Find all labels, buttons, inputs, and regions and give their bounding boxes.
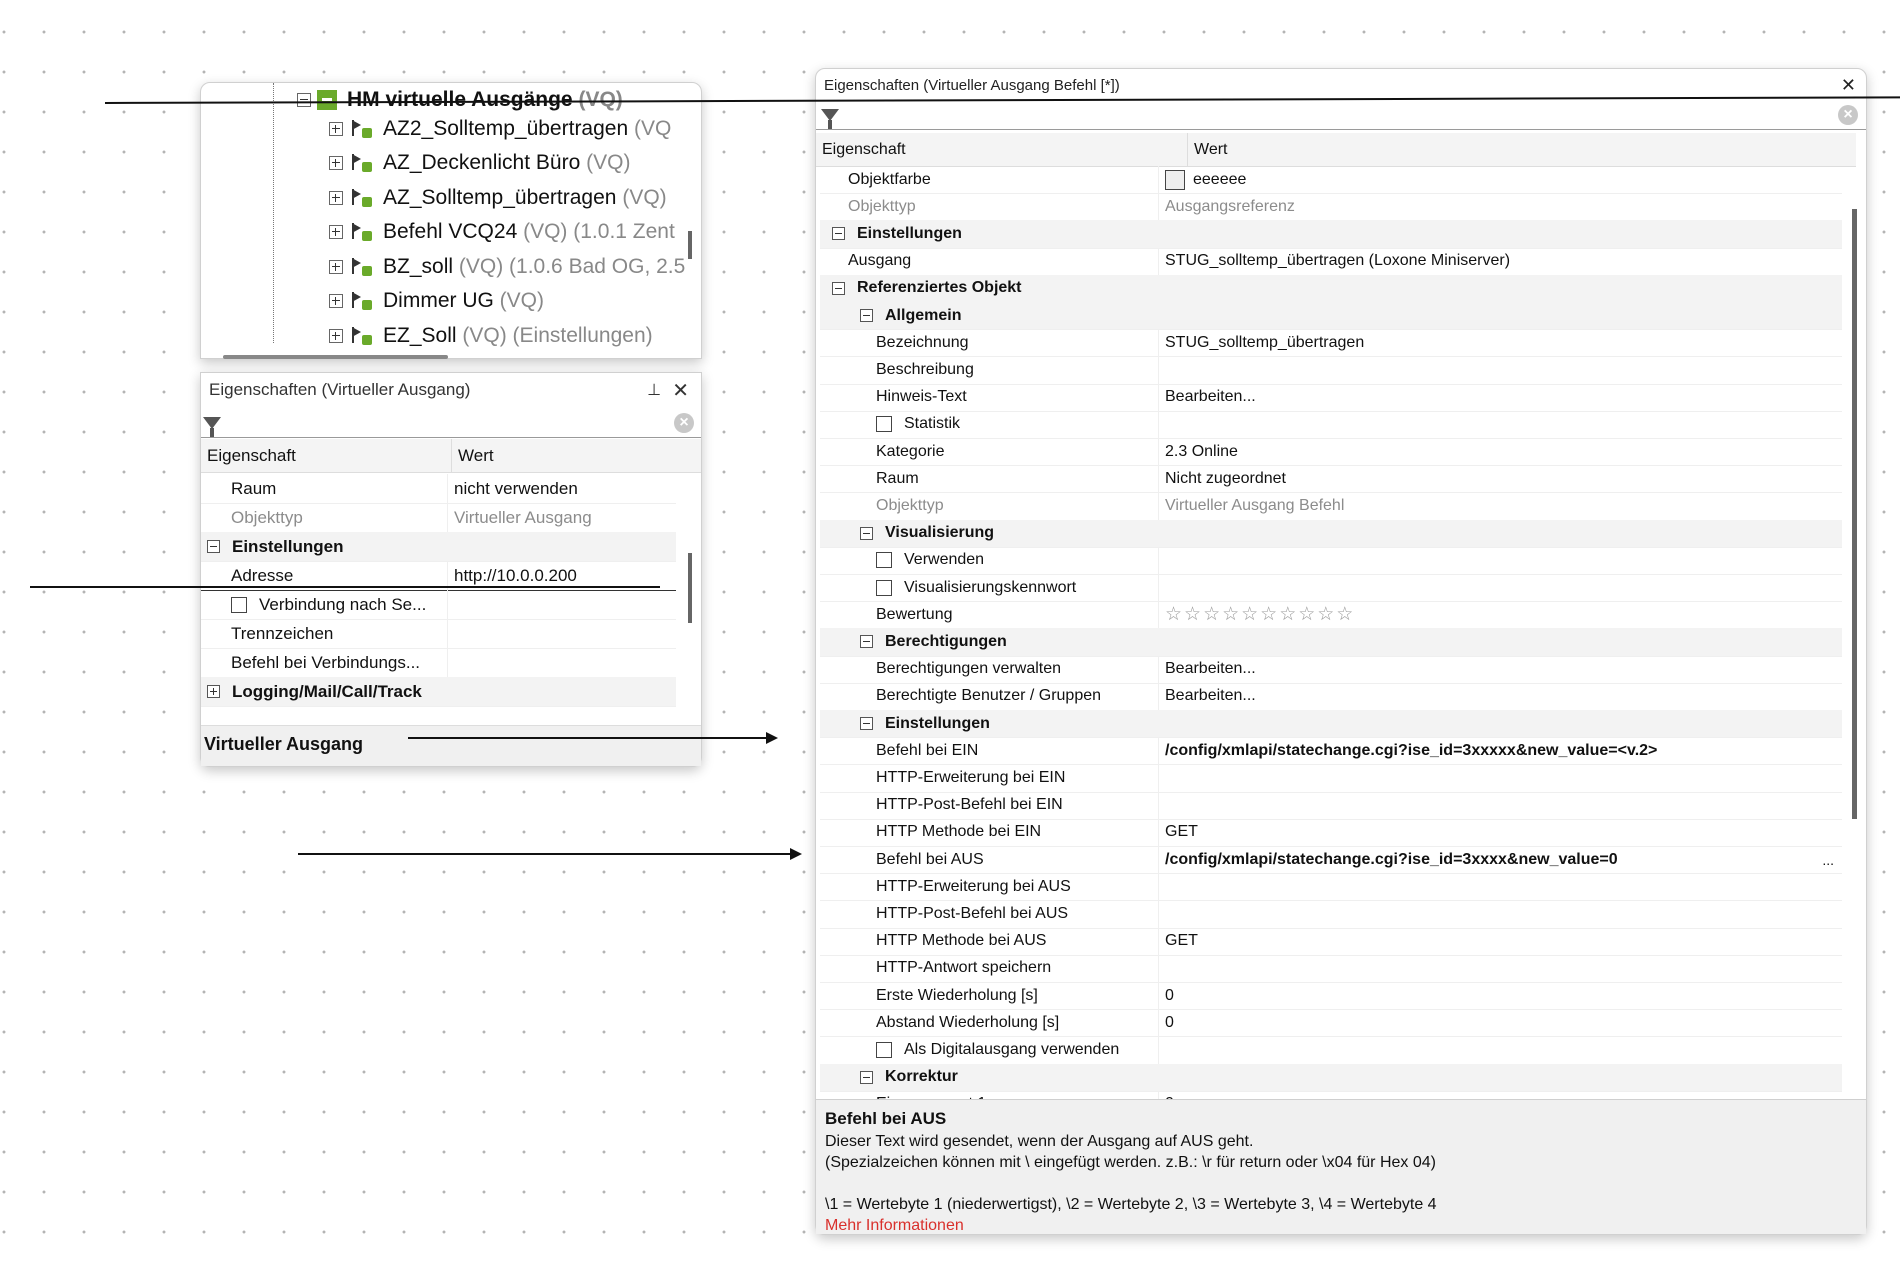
property-name: HTTP Methode bei EIN [876, 823, 1042, 841]
tree-item-label: AZ_Solltemp_übertragen [383, 186, 617, 209]
vertical-scrollbar[interactable] [688, 553, 692, 623]
arrow-line [408, 737, 770, 739]
property-value[interactable] [1158, 819, 1842, 846]
property-value-text: 2.3 Online [1165, 442, 1238, 460]
property-row [820, 193, 1842, 221]
property-value[interactable] [1158, 900, 1842, 927]
property-name: Hinweis-Text [876, 388, 967, 406]
tree-item-label: Befehl VCQ24 [383, 220, 518, 243]
description-line: (Spezialzeichen können mit \ eingefügt werden. z.B.: \r für return oder \x04 für Hex 04) [825, 1154, 1436, 1171]
tree-item-suffix: (VQ) [586, 151, 631, 174]
property-name: Kategorie [876, 442, 945, 460]
description-area [816, 1099, 1866, 1234]
property-name: HTTP-Antwort speichern [876, 959, 1052, 977]
property-row[interactable] [820, 1009, 1842, 1037]
property-row[interactable] [820, 248, 1842, 276]
virtual-output-icon [349, 187, 375, 209]
property-value-text: eeeeee [1193, 170, 1247, 188]
property-row[interactable] [820, 356, 1842, 384]
header-property: Eigenschaft [822, 140, 906, 158]
property-value: Virtueller Ausgang [447, 503, 676, 532]
property-row[interactable] [820, 438, 1842, 466]
collapse-icon[interactable] [297, 93, 311, 107]
collapse-icon[interactable] [860, 717, 873, 730]
collapse-icon[interactable] [860, 309, 873, 322]
property-row[interactable] [820, 900, 1842, 928]
filter-icon[interactable] [821, 109, 839, 121]
tree-item[interactable] [329, 250, 685, 284]
property-name: Bezeichnung [876, 333, 969, 351]
expand-icon[interactable] [329, 191, 343, 205]
description-line: \1 = Wertebyte 1 (niederwertigst), \2 = Wertebyte 2, \3 = Wertebyte 3, \4 = Wertebyte 4 [825, 1196, 1437, 1213]
property-name: Statistik [904, 415, 961, 433]
description-title: Virtueller Ausgang [204, 734, 364, 754]
property-value-text: /config/xmlapi/statechange.cgi?ise_id=3xxxxx&new_value=<v.2> [1165, 741, 1658, 759]
checkbox[interactable] [876, 1042, 892, 1058]
property-name: Bewertung [876, 605, 953, 623]
property-value-text: STUG_solltemp_übertragen (Loxone Miniserver) [1165, 252, 1511, 270]
section-label: Logging/Mail/Call/Track [232, 681, 422, 701]
property-value-text: GET [1165, 932, 1198, 950]
checkbox[interactable] [876, 580, 892, 596]
property-value-text: Ausgangsreferenz [1165, 197, 1295, 215]
section-label: Berechtigungen [885, 632, 1007, 650]
tree-item-label: Dimmer UG [383, 289, 494, 312]
checkbox[interactable] [231, 597, 247, 613]
virtual-output-icon [349, 152, 375, 174]
property-value-text: Bearbeiten... [1165, 660, 1256, 678]
property-name: Objekttyp [848, 197, 916, 215]
rating-stars: ☆☆☆☆☆☆☆☆☆☆ [1165, 604, 1356, 626]
color-swatch[interactable] [1165, 170, 1185, 190]
tree-item[interactable] [329, 284, 544, 318]
properties-panel-virtual-output [200, 372, 702, 767]
property-row[interactable] [820, 574, 1842, 602]
property-row[interactable] [820, 683, 1842, 711]
more-info-link[interactable]: Mehr Informationen [825, 1217, 964, 1234]
section-label: Allgemein [885, 306, 962, 324]
panel-titlebar [201, 373, 701, 407]
close-icon[interactable]: ✕ [672, 379, 689, 402]
property-value[interactable] [1158, 982, 1842, 1009]
property-value[interactable] [1158, 166, 1842, 193]
property-row[interactable] [820, 166, 1842, 194]
property-value-text: Bearbeiten... [1165, 687, 1256, 705]
section-row[interactable] [820, 275, 1842, 303]
object-tree-panel [200, 82, 702, 359]
property-name: Objekttyp [876, 496, 944, 514]
tree-vertical-scrollbar[interactable] [688, 231, 692, 259]
arrow-line [298, 853, 794, 855]
property-value [1158, 492, 1842, 519]
property-row[interactable] [820, 329, 1842, 357]
property-value[interactable] [1158, 356, 1842, 383]
property-name: Raum [876, 469, 919, 487]
property-row[interactable] [820, 547, 1842, 575]
arrow-head-icon [766, 732, 778, 744]
property-name: HTTP Methode bei AUS [876, 932, 1047, 950]
expand-icon[interactable] [329, 329, 343, 343]
property-value-text: Virtueller Ausgang Befehl [1165, 496, 1345, 514]
properties-panel-virtual-output-command [815, 68, 1867, 1235]
header-property: Eigenschaft [207, 445, 296, 465]
expand-icon[interactable] [329, 294, 343, 308]
virtual-output-icon [349, 325, 375, 347]
section-row[interactable] [820, 1064, 1842, 1092]
virtual-output-icon [349, 118, 375, 140]
description-area [201, 725, 701, 766]
section-row[interactable] [820, 628, 1842, 656]
tree-item[interactable] [329, 146, 630, 180]
grid-header [816, 133, 1856, 167]
property-row[interactable] [820, 792, 1842, 820]
property-value-text: GET [1165, 823, 1198, 841]
expand-icon[interactable] [207, 685, 220, 698]
property-value[interactable] [447, 648, 676, 677]
tree-item-label: AZ_Deckenlicht Büro [383, 151, 581, 174]
property-row[interactable] [820, 1036, 1842, 1064]
property-name: HTTP-Erweiterung bei EIN [876, 768, 1066, 786]
property-value[interactable] [1158, 764, 1842, 791]
property-name: Ausgang [848, 252, 912, 270]
description-title: Befehl bei AUS [825, 1109, 947, 1128]
property-value[interactable] [447, 619, 676, 648]
property-row[interactable] [820, 411, 1842, 439]
clear-filter-icon[interactable]: × [674, 413, 694, 433]
property-value[interactable] [1158, 601, 1842, 628]
property-name: Adresse [231, 565, 294, 585]
property-name: Raum [231, 478, 277, 498]
tree-item[interactable] [329, 112, 671, 146]
clear-filter-icon[interactable]: × [1838, 105, 1858, 125]
checkbox[interactable] [876, 552, 892, 568]
filter-icon[interactable] [203, 417, 221, 429]
property-value[interactable] [1158, 574, 1842, 601]
section-label: Visualisierung [885, 524, 995, 542]
section-row[interactable] [820, 520, 1842, 548]
tree-item-suffix: (VQ) (1.0.6 Bad OG, 2.5 [458, 255, 686, 278]
property-value[interactable] [1158, 438, 1842, 465]
property-row-objekttyp [201, 503, 676, 533]
property-name: Erste Wiederholung [s] [876, 986, 1038, 1004]
property-name: Befehl bei EIN [876, 741, 979, 759]
property-name: Verbindung nach Se... [259, 594, 427, 614]
property-name: HTTP-Post-Befehl bei AUS [876, 904, 1069, 922]
collapse-icon[interactable] [860, 635, 873, 648]
property-row[interactable] [820, 601, 1842, 629]
connector-line [30, 586, 660, 588]
property-name: HTTP-Post-Befehl bei EIN [876, 796, 1063, 814]
property-row[interactable] [820, 982, 1842, 1010]
property-value[interactable] [1158, 656, 1842, 683]
property-value[interactable] [1158, 1009, 1842, 1036]
virtual-output-icon [349, 256, 375, 278]
close-icon[interactable]: ✕ [1840, 74, 1856, 95]
section-label: Einstellungen [232, 536, 344, 556]
filter-bar[interactable] [816, 101, 1866, 130]
section-label: Einstellungen [885, 714, 990, 732]
section-row[interactable] [820, 710, 1842, 738]
property-value-text: STUG_solltemp_übertragen [1165, 333, 1365, 351]
property-row [820, 492, 1842, 520]
property-value[interactable] [1158, 411, 1842, 438]
property-row-verbindung[interactable] [201, 590, 676, 620]
property-name: Beschreibung [876, 360, 974, 378]
section-row[interactable] [820, 220, 1842, 248]
property-row[interactable] [820, 846, 1842, 874]
property-row[interactable] [820, 873, 1842, 901]
property-value[interactable] [1158, 1036, 1842, 1063]
section-logging[interactable] [201, 677, 676, 707]
tree-root-label: HM virtuelle Ausgänge [347, 88, 573, 111]
pin-icon[interactable]: ⊥ [647, 382, 661, 399]
property-name: Verwenden [904, 551, 985, 569]
property-row[interactable] [820, 384, 1842, 412]
edit-ellipsis-button[interactable]: ... [1822, 851, 1834, 868]
property-value[interactable] [1158, 846, 1842, 873]
property-value [1158, 193, 1842, 220]
property-row[interactable] [820, 819, 1842, 847]
panel-title: Eigenschaften (Virtueller Ausgang Befehl [*]) [824, 76, 1120, 94]
virtual-output-icon [349, 290, 375, 312]
property-row[interactable] [820, 955, 1842, 983]
hm-group-icon [317, 90, 337, 110]
property-value-text: Bearbeiten... [1165, 388, 1256, 406]
property-value-text: 0 [1165, 1013, 1174, 1031]
property-value[interactable] [1158, 955, 1842, 982]
tree-item-label: AZ2_Solltemp_übertragen [383, 117, 629, 140]
property-name: Objektfarbe [848, 170, 931, 188]
tree-item-label: BZ_soll [383, 255, 454, 278]
section-label: Referenziertes Objekt [857, 279, 1022, 297]
tree-item-suffix: (VQ) [622, 186, 667, 209]
property-value[interactable] [1158, 384, 1842, 411]
property-value[interactable]: nicht verwenden [447, 474, 676, 503]
collapse-icon[interactable] [832, 227, 845, 240]
tree-item[interactable] [329, 181, 667, 215]
property-row-raum[interactable] [201, 474, 676, 504]
description-line: Dieser Text wird gesendet, wenn der Ausgang auf AUS geht. [825, 1133, 1254, 1150]
property-name: Abstand Wiederholung [s] [876, 1013, 1060, 1031]
property-value-text: Nicht zugeordnet [1165, 469, 1286, 487]
tree-item-suffix: (VQ) (1.0.1 Zent [523, 220, 675, 243]
vertical-scrollbar[interactable] [1852, 209, 1857, 819]
collapse-icon[interactable] [860, 527, 873, 540]
property-row[interactable] [820, 928, 1842, 956]
tree-item[interactable] [329, 215, 675, 249]
tree-item-suffix: (VQ) [499, 289, 544, 312]
expand-icon[interactable] [329, 156, 343, 170]
property-value[interactable] [1158, 329, 1842, 356]
property-row[interactable] [820, 656, 1842, 684]
section-row[interactable] [820, 302, 1842, 330]
property-name: Visualisierungskennwort [904, 578, 1077, 596]
property-value[interactable] [1158, 792, 1842, 819]
tree-root-suffix: (VQ) [578, 88, 623, 111]
property-name: HTTP-Erweiterung bei AUS [876, 877, 1071, 895]
section-label: Einstellungen [857, 224, 962, 242]
header-value: Wert [1187, 133, 1856, 166]
header-value: Wert [451, 439, 701, 472]
panel-title: Eigenschaften (Virtueller Ausgang) [209, 380, 471, 399]
property-row[interactable] [820, 465, 1842, 493]
tree-item-suffix: (VQ [634, 117, 672, 140]
property-value[interactable] [1158, 248, 1842, 275]
property-value [447, 590, 676, 619]
section-einstellungen[interactable] [201, 532, 676, 562]
expand-icon[interactable] [329, 225, 343, 239]
property-name: Trennzeichen [231, 623, 334, 643]
property-value[interactable] [1158, 465, 1842, 492]
property-name: Befehl bei Verbindungs... [231, 652, 421, 672]
collapse-icon[interactable] [832, 282, 845, 295]
expand-icon[interactable] [329, 122, 343, 136]
expand-icon[interactable] [329, 260, 343, 274]
address-field[interactable]: http://10.0.0.200 [447, 561, 676, 590]
property-value[interactable] [1158, 928, 1842, 955]
collapse-icon[interactable] [860, 1071, 873, 1084]
tree-horizontal-scrollbar[interactable] [223, 355, 448, 359]
section-label: Korrektur [885, 1068, 958, 1086]
tree-item-label: EZ_Soll [383, 324, 457, 347]
property-row[interactable] [820, 737, 1842, 765]
checkbox[interactable] [876, 416, 892, 432]
property-value[interactable] [1158, 683, 1842, 710]
filter-bar[interactable] [201, 409, 701, 438]
property-name: Befehl bei AUS [876, 850, 984, 868]
arrow-head-icon [790, 848, 802, 860]
property-value[interactable] [1158, 737, 1842, 764]
property-rows [820, 166, 1850, 1096]
tree-guide-line [273, 83, 274, 343]
property-name: Objekttyp [231, 507, 303, 527]
collapse-icon[interactable] [207, 540, 220, 553]
property-value[interactable] [1158, 547, 1842, 574]
property-name: Als Digitalausgang verwenden [904, 1040, 1120, 1058]
property-row-befehl-verbindung[interactable] [201, 648, 676, 678]
property-row-trennzeichen[interactable] [201, 619, 676, 649]
property-value-text: /config/xmlapi/statechange.cgi?ise_id=3xxxx&new_value=0 [1165, 850, 1618, 868]
property-value[interactable] [1158, 873, 1842, 900]
tree-item[interactable] [329, 319, 653, 353]
property-name: Berechtigungen verwalten [876, 660, 1062, 678]
grid-header [201, 439, 701, 473]
virtual-output-icon [349, 221, 375, 243]
property-row[interactable] [820, 764, 1842, 792]
tree-item-suffix: (VQ) (Einstellungen) [462, 324, 653, 347]
property-value-text: 0 [1165, 986, 1174, 1004]
property-name: Berechtigte Benutzer / Gruppen [876, 687, 1102, 705]
